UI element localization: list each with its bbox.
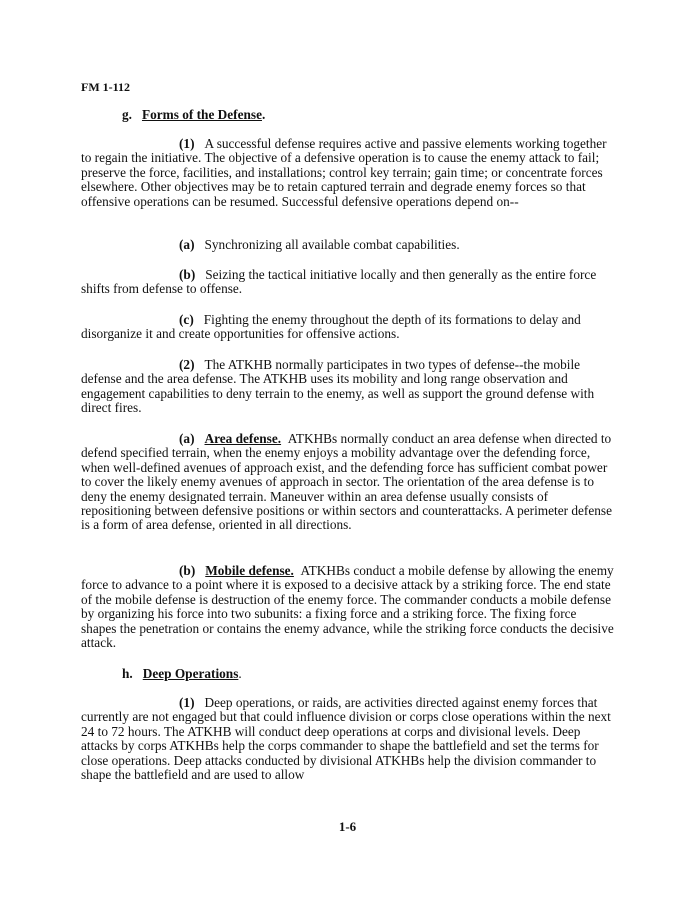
paragraph-number: (1): [179, 695, 195, 710]
subparagraph-number: (c): [179, 312, 194, 327]
subparagraph-g1a: [81, 238, 615, 252]
subparagraph-g1b: [81, 268, 615, 297]
section-h-heading: [81, 667, 615, 681]
section-h-title: Deep Operations: [142, 666, 239, 681]
paragraph-g2: [81, 358, 615, 416]
paragraph-number: (1): [179, 136, 195, 151]
subparagraph-text: Synchronizing all available combat capabilities.: [204, 237, 460, 252]
subparagraph-title: Area defense.: [204, 431, 282, 446]
subparagraph-g1c: [81, 313, 615, 342]
subparagraph-number: (b): [179, 267, 196, 282]
subparagraph-number: (a): [179, 237, 195, 252]
paragraph-text: A successful defense requires active and passive elements working together to regain the initiative. The objective of a defensive operation is to cause the enemy attack to fail; preserve the force, facilities, and installations; control key terrain; gain time; or concentrate forces elsewhere. Other objectives may be to retain captured terrain and degrade enemy forces so that offensive operations can be resumed. Successful defensive operations depend on--: [81, 136, 607, 209]
paragraph-number: (2): [179, 357, 195, 372]
section-h-title-suffix: .: [238, 666, 242, 681]
document-id: FM 1-112: [81, 80, 130, 94]
page-number: 1-6: [338, 819, 357, 834]
section-g-title: Forms of the Defense: [141, 107, 262, 122]
subparagraph-area-defense: [81, 432, 615, 533]
subparagraph-text: ATKHBs conduct a mobile defense by allowing the enemy force to advance to a point where it is exposed to a decisive attack by a striking force. The end state of the mobile defense is destruction of the enemy force. The commander conducts a mobile defense by organizing his force into two subunits: a fixing force and a striking force. The fixing force shapes the penetration or contains the enemy advance, while the striking force conducts the decisive attack.: [81, 563, 614, 651]
subparagraph-number: (b): [179, 563, 196, 578]
subparagraph-number: (a): [179, 431, 195, 446]
paragraph-g1: [81, 137, 615, 209]
subparagraph-mobile-defense: [81, 564, 615, 650]
subparagraph-text: ATKHBs normally conduct an area defense when directed to defend specified terrain, when the enemy enjoys a mobility advantage over the defending force, when well-defined avenues of approach exist, and the defending force has sufficient combat power to cover the likely enemy avenues of approach in sector. The orientation of the area defense is to deny the enemy designated terrain. Maneuver within an area defense usually consists of repositioning between defensive positions or within sectors and counterattacks. A perimeter defense is a form of area defense, oriented in all directions.: [81, 431, 612, 533]
subparagraph-text: Seizing the tactical initiative locally and then generally as the entire force shifts from defense to offense.: [81, 267, 597, 297]
paragraph-h1: [81, 696, 615, 782]
subparagraph-text: Fighting the enemy throughout the depth of its formations to delay and disorganize it and create opportunities for offensive actions.: [81, 312, 581, 342]
paragraph-text: Deep operations, or raids, are activities directed against enemy forces that currently are not engaged but that could influence division or corps close operations within the next 24 to 72 hours. The ATKHB will conduct deep operations at corps and divisional levels. Deep attacks by corps ATKHBs help the corps commander to shape the battlefield and set the terms for close operations. Deep attacks conducted by divisional ATKHBs help the division commander to shape the battlefield and are used to allow: [81, 695, 611, 783]
paragraph-text: The ATKHB normally participates in two types of defense--the mobile defense and the area defense. The ATKHB uses its mobility and long range observation and engagement capabilities to deny terrain to the enemy, as well as support the ground defense with direct fires.: [81, 357, 595, 416]
section-g-label: g.: [122, 107, 132, 122]
section-h-label: h.: [122, 666, 133, 681]
section-g-title-suffix: .: [261, 107, 266, 122]
subparagraph-title: Mobile defense.: [205, 563, 294, 578]
section-g-heading: [81, 108, 615, 122]
